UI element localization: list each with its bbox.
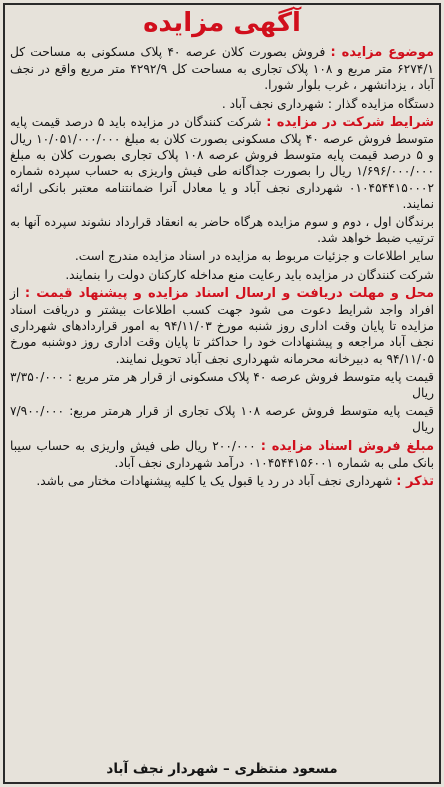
note-paragraph — [10, 473, 434, 490]
fee-text: ۲۰۰/۰۰۰ ریال طی فیش واریزی به حساب سیبا بانک ملی به شماره ۰۱۰۴۵۴۴۱۵۶۰۰۱ درآمد شهرداری نجف آباد. — [10, 438, 434, 470]
fee-label: مبلغ فروش اسناد مزایده : — [260, 438, 435, 454]
conditions-text-2: برندگان اول ، دوم و سوم مزایده هرگاه حاضر به انعقاد قرارداد نشوند سپرده آنها به ترتیب ضبط خواهد شد. — [10, 215, 434, 246]
signature-line: مسعود منتظری – شهردار نجف آباد — [106, 761, 338, 777]
conditions-paragraph — [10, 114, 434, 212]
notice-title: آگهی مزایده — [143, 8, 301, 38]
conditions-text-3: سایر اطلاعات و جزئیات مربوط به مزایده در اسناد مزایده مندرج است. — [74, 249, 434, 264]
notice-body — [10, 44, 434, 492]
conditions-text-1: شرکت کنندگان در مزایده باید ۵ درصد قیمت پایه متوسط فروش عرصه ۴۰ پلاک مسکونی بصورت کلان به مبلغ ۱۰/۰۵۱/۰۰۰/۰۰۰ ریال و ۵ درصد قیمت پایه متوسط فروش عرصه ۱۰۸ پلاک تجاری بصورت کلان به مبلغ ۱/۶۹۶/۰۰۰/۰۰۰ ریال را بصورت جداگانه طی فیش واریزی به حساب سپرده شماره ۰۱۰۴۵۴۴۱۵۰۰۰۲ شهرداری نجف آباد و یا معادل آنرا ضمانتنامه معتبر بانکی ارائه نمایند. — [10, 114, 434, 211]
subject-text: فروش بصورت کلان عرصه ۴۰ پلاک مسکونی به مساحت کل ۶۲۷۴/۱ متر مربع و ۱۰۸ پلاک تجاری به مساحت کل ۴۲۹۲/۹ متر مربع واقع در نجف آباد ، یزدانشهر ، غرب بلوار شورا. — [10, 45, 434, 93]
note-label: تذکر : — [396, 474, 434, 490]
fee-paragraph — [10, 438, 434, 471]
subject-paragraph — [10, 44, 434, 94]
price-residential: قیمت پایه متوسط فروش عرصه ۴۰ پلاک مسکونی از قرار هر متر مربع : ۳/۳۵۰/۰۰۰ ریال — [10, 369, 434, 401]
conditions-text-4: شرکت کنندگان در مزایده باید رعایت منع مداخله کارکنان دولت را بنمایند. — [65, 267, 434, 282]
deadline-label: محل و مهلت دریافت و ارسال اسناد مزایده و پیشنهاد قیمت : — [24, 285, 435, 301]
note-text: شهرداری نجف آباد در رد یا قبول یک یا کلیه پیشنهادات مختار می باشد. — [36, 474, 393, 489]
subject-label: موضوع مزایده : — [330, 45, 434, 60]
deadline-paragraph — [10, 285, 434, 367]
conditions-label: شرایط شرکت در مزایده : — [266, 114, 435, 130]
price-commercial: قیمت پایه متوسط فروش عرصه ۱۰۸ پلاک تجاری از قرار هرمتر مربع: ۷/۹۰۰/۰۰۰ ریال — [10, 404, 434, 435]
deadline-text: از افراد واجد شرایط دعوت می شود جهت کسب اطلاعات بیشتر و دریافت اسناد مزایده تا پایان وقت اداری روز شنبه مورخ ۹۴/۱۱/۰۳ به امور قراردادهای شهرداری نجف آباد مراجعه و پیشنهادات خود را حداکثر تا پایان وقت اداری روز دوشنبه مورخ ۹۴/۱۱/۰۵ به دبیرخانه محرمانه شهرداری نجف آباد تحویل نمایند. — [10, 285, 434, 366]
organizer-line: دستگاه مزایده گذار : شهرداری نجف آباد . — [221, 96, 434, 111]
